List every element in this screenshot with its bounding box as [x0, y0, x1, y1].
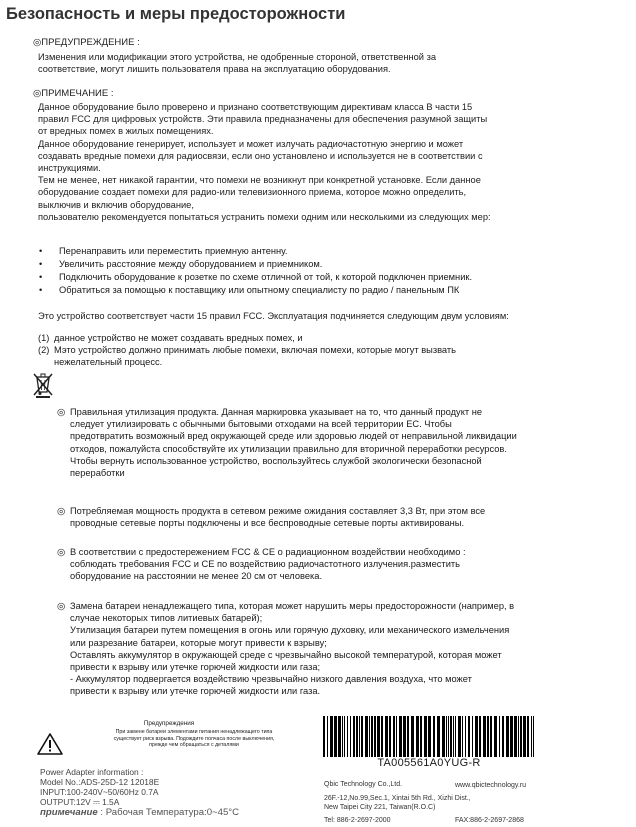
condition-text: нежелательный процесс.	[54, 357, 163, 368]
barcode-bar	[527, 716, 529, 757]
company-phone: Tel: 886-2-2697-2000	[324, 817, 391, 824]
note-text	[38, 101, 616, 223]
barcode-bar	[347, 716, 348, 757]
barcode-bar	[420, 716, 422, 757]
barcode-bar	[472, 716, 473, 757]
barcode-bar	[487, 716, 489, 757]
list-item: • Перенаправить или переместить приемную антенну.	[39, 246, 288, 256]
barcode-bar	[499, 716, 500, 757]
barcode-bar	[424, 716, 427, 757]
barcode-bar	[371, 716, 373, 757]
barcode-bar	[327, 716, 328, 757]
warning-label-text	[84, 729, 304, 749]
text-line: Данное оборудование было проверено и признано соответствующим директивам класса B части 15	[38, 102, 473, 112]
text-line: соответствие, могут лишить пользователя права на эксплуатацию оборудования.	[38, 64, 391, 75]
power-adapter-info	[40, 768, 239, 818]
text-line: создавать вредные помехи для радиосвязи, если оно установлено и используется не в соответствии с	[38, 150, 483, 161]
text-line: ◎ В соответствии с предостережением FCC & CE о радиационном воздействии необходимо :	[57, 547, 466, 557]
condition-text: Мэто устройство должно принимать любые помехи, включая помехи, которые могут вызвать	[54, 345, 456, 356]
barcode-bar	[483, 716, 486, 757]
barcode-bar	[442, 716, 445, 757]
text-line: Утилизация батареи путем помещения в огонь или горячую духовку, или механического измельчения	[70, 625, 510, 636]
barcode-bar	[381, 716, 383, 757]
barcode-bar	[416, 716, 419, 757]
text-line: Power Adapter information :	[40, 767, 144, 777]
list-item-text: Обратиться за помощью к поставщику или опытному специалисту по радио / панельным ПК	[59, 285, 460, 295]
barcode-bar	[344, 716, 345, 757]
list-item-text: Увеличить расстояние между оборудованием и приемником.	[59, 259, 323, 269]
barcode-bar	[385, 716, 388, 757]
barcode-bar	[428, 716, 431, 757]
address-line: New Taipei City 221, Taiwan(R.O.C)	[324, 804, 436, 811]
text-line: прежде чем обращаться с деталями	[149, 742, 239, 749]
text-line: OUTPUT:12V ⎓ 1.5A	[40, 796, 120, 807]
warning-header: ◎ПРЕДУПРЕЖДЕНИЕ :	[33, 37, 140, 48]
condition-indent	[38, 356, 54, 368]
barcode-bar	[411, 716, 414, 757]
barcode-bar	[458, 716, 461, 757]
barcode-bar	[396, 716, 397, 757]
barcode	[323, 716, 535, 757]
barcode-bar	[361, 716, 363, 757]
barcode-bar	[399, 716, 402, 757]
text-line: проводные сетевые порты подключены и все беспроводные сетевые порты активированы.	[70, 518, 465, 529]
company-fax: FAX:886-2-2697-2868	[455, 817, 524, 824]
barcode-bar	[356, 716, 358, 757]
text-line: ◎ Потребляемая мощность продукта в сетевом режиме ожидания составляет 3,3 Вт, при этом все	[57, 506, 486, 516]
power-consumption-section	[57, 505, 617, 529]
barcode-bar	[455, 716, 456, 757]
barcode-bar	[448, 716, 449, 757]
list-item: • Подключить оборудование к розетке по схеме отличной от той, к которой подключен приемник.	[39, 272, 473, 282]
page-title: Безопасность и меры предосторожности	[6, 5, 346, 23]
list-item-text: Подключить оборудование к розетке по схеме отличной от той, к которой подключен приемник.	[59, 272, 473, 282]
rf-exposure-section	[57, 546, 617, 583]
text-line: Model No.:ADS-25D-12 12018E	[40, 776, 160, 787]
operating-temperature-note	[40, 808, 239, 818]
text-line: выключив и включив оборудование,	[38, 199, 194, 210]
barcode-bar	[393, 716, 395, 757]
text-line: существует риск взрыва. Подождите полчаса после выключения,	[113, 735, 275, 742]
barcode-bar	[365, 716, 368, 757]
text-line: INPUT:100-240V~50/60Hz 0.7A	[40, 786, 159, 797]
barcode-bar	[377, 716, 380, 757]
barcode-bar	[342, 716, 343, 757]
list-item-text: Перенаправить или переместить приемную антенну.	[59, 246, 288, 256]
text-line: от вредных помех в жилых помещениях.	[38, 126, 214, 137]
list-item: • Увеличить расстояние между оборудованием и приемником.	[39, 259, 323, 269]
text-line: отходов, пожалуйста способствуйте их утилизации правильно для вторичной переработки ресурсов.	[70, 443, 507, 454]
section-bullet: ◎	[57, 506, 66, 516]
text-line: предотвратить возможный вред окружающей среде или здоровью людей от неправильной ликвидации	[70, 431, 517, 442]
battery-section	[57, 600, 617, 698]
barcode-bar	[334, 716, 337, 757]
barcode-number: TA005561A0YUG-R	[377, 757, 481, 769]
barcode-bar	[502, 716, 504, 757]
warning-text	[38, 51, 616, 75]
text-line: ◎ Правильная утилизация продукта. Данная маркировка указывает на то, что данный продукт не	[57, 407, 483, 417]
text-line: привести к взрыву или утечке горючей жидкости или газа.	[70, 686, 321, 697]
battery-warning-label	[34, 720, 304, 766]
section-bullet: ◎	[57, 601, 66, 611]
text-line: соблюдать требования FCC и CE по воздействию радиочастотного излучения.разместить	[70, 559, 460, 570]
barcode-bar	[433, 716, 435, 757]
barcode-bar	[374, 716, 376, 757]
barcode-bar	[369, 716, 370, 757]
address-line: 26F.-12,No.99,Sec.1, Xintai 5th Rd., Xizhi Dist.,	[324, 795, 471, 802]
warning-label-title: Предупреждения	[143, 720, 195, 727]
text-line: переработки	[70, 468, 125, 479]
note-text: : Рабочая Температура:0~45°C	[97, 806, 240, 818]
barcode-bar	[514, 716, 517, 757]
weee-crossed-bin-icon	[32, 372, 54, 398]
text-line: правил FCC для цифровых устройств. Эти правила предназначены для обеспечения разумной защиты	[38, 114, 488, 125]
note-header: ◎ПРИМЕЧАНИЕ :	[33, 88, 114, 99]
barcode-bar	[323, 716, 325, 757]
condition-number: (2)	[38, 345, 50, 356]
barcode-bar	[350, 716, 351, 757]
barcode-bar	[531, 716, 532, 757]
condition-number: (1)	[38, 333, 50, 343]
barcode-bar	[465, 716, 466, 757]
text-line: Тем не менее, нет никакой гарантии, что помехи не возникнут при конкретной установке. Если данное	[38, 175, 481, 186]
text-line: оборудование создает помехи для радио-или телевизионного приема, которое можно определить,	[38, 187, 467, 198]
condition-item	[38, 356, 598, 368]
text-line: При замене батареи элементами питания ненадлежащего типа	[115, 729, 273, 735]
text-line: пользователю рекомендуется попытаться устранить помехи одним или несколькими из следующих мер:	[38, 211, 491, 222]
text-line: оборудование на расстоянии не менее 20 см от человека.	[70, 571, 323, 582]
text-line: случае некоторых типов литиевых батарей);	[70, 613, 263, 624]
barcode-bar	[437, 716, 440, 757]
barcode-bar	[462, 716, 463, 757]
text-line: или разрезание батареи, которые могут привести к взрыву;	[70, 637, 327, 648]
barcode-bar	[330, 716, 333, 757]
text-line: привести к взрыву или утечке горючей жидкости или газа;	[70, 662, 321, 673]
barcode-bar	[353, 716, 355, 757]
barcode-bar	[475, 716, 478, 757]
section-bullet: ◎	[57, 547, 66, 557]
disposal-section	[57, 406, 617, 479]
barcode-bar	[450, 716, 452, 757]
conditions-list	[38, 332, 598, 369]
condition-item	[38, 332, 598, 344]
warning-triangle-icon	[36, 732, 64, 756]
company-name: Qbic Technology Co.,Ltd.	[324, 781, 403, 788]
text-line: следует утилизировать с обычными бытовыми отходами на всей территории ЕС. Чтобы	[70, 419, 452, 430]
barcode-bar	[479, 716, 481, 757]
barcode-bar	[468, 716, 470, 757]
condition-text: данное устройство не может создавать вредных помех, и	[54, 333, 303, 343]
text-line: Изменения или модификации этого устройства, не одобренные стороной, ответственной за	[38, 52, 436, 62]
barcode-bar	[510, 716, 513, 757]
barcode-bar	[338, 716, 341, 757]
text-line: Оставлять аккумулятор в окружающей среде с чрезвычайно высокой температурой, которая может	[70, 649, 502, 660]
interference-measures-list	[38, 245, 608, 297]
barcode-bar	[446, 716, 447, 757]
barcode-bar	[403, 716, 406, 757]
barcode-bar	[520, 716, 522, 757]
text-line: - Аккумулятор подвергается воздействию чрезвычайно низкого давления воздуха, что может	[70, 674, 472, 685]
part15-text: Это устройство соответствует части 15 правил FCC. Эксплуатация подчиняется следующим двум условиям:	[38, 311, 509, 321]
barcode-bar	[494, 716, 497, 757]
barcode-bar	[490, 716, 492, 757]
list-item: • Обратиться за помощью к поставщику или опытному специалисту по радио / панельным ПК	[39, 285, 460, 295]
barcode-bar	[518, 716, 519, 757]
section-bullet: ◎	[57, 407, 66, 417]
barcode-bar	[453, 716, 454, 757]
text-line: Данное оборудование генерирует, использует и может излучать радиочастотную энергию и может	[38, 138, 464, 149]
text-line: ◎ Замена батареи ненадлежащего типа, которая может нарушить меры предосторожности (например, в	[57, 601, 515, 611]
barcode-bar	[359, 716, 360, 757]
company-address	[324, 780, 471, 812]
barcode-bar	[407, 716, 409, 757]
barcode-bar	[523, 716, 526, 757]
text-line: инструкциями.	[38, 163, 101, 174]
barcode-bar	[506, 716, 509, 757]
text-line: Чтобы вернуть использованное устройство, воспользуйтесь службой экологически безопасной	[70, 455, 482, 466]
condition-item	[38, 344, 598, 356]
barcode-bar	[533, 716, 534, 757]
company-website: www.qbictechnology.ru	[455, 782, 527, 789]
note-label: примечание	[40, 806, 98, 818]
barcode-bar	[389, 716, 391, 757]
